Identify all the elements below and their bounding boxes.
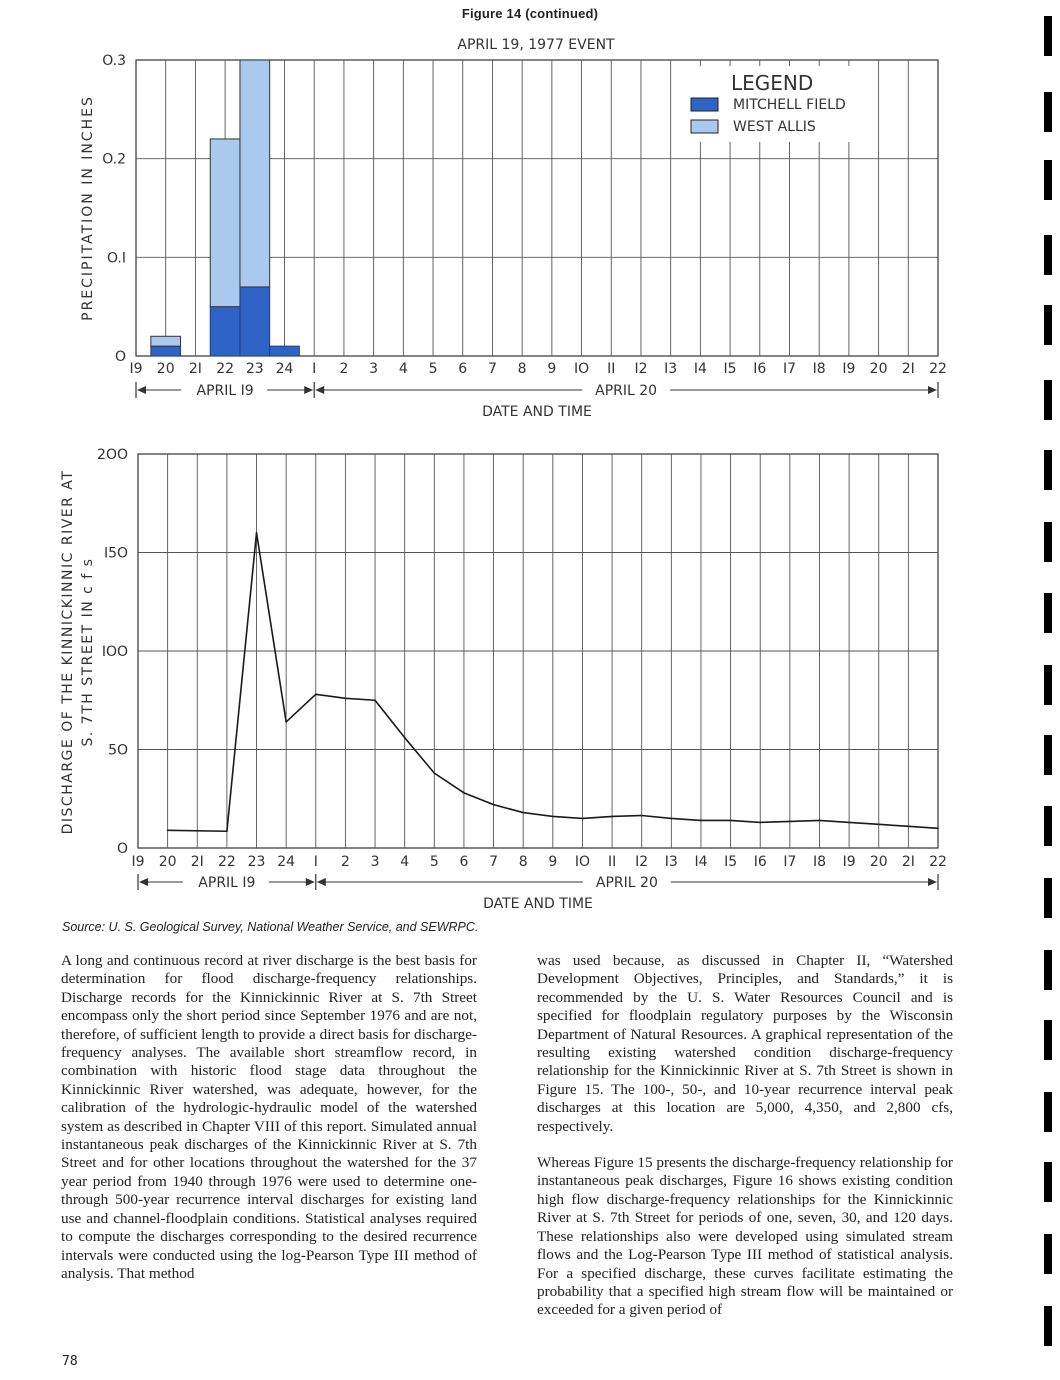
- discharge-point: [167, 829, 169, 831]
- discharge-point: [848, 822, 850, 824]
- x-tick-label: 8: [518, 854, 528, 870]
- x-tick-label: I7: [783, 854, 797, 870]
- y-tick-label: O: [114, 349, 126, 365]
- chart-title: APRIL 19, 1977 EVENT: [457, 37, 615, 53]
- x-tick-label: 22: [216, 361, 235, 377]
- arrow-head: [317, 878, 326, 886]
- x-tick-label: 5: [429, 854, 439, 870]
- x-tick-label: 5: [428, 361, 438, 377]
- x-tick-label: IO: [574, 854, 591, 870]
- bar-mitchell-field: [240, 287, 270, 356]
- discharge-point: [759, 822, 761, 824]
- discharge-point: [315, 694, 317, 696]
- x-tick-label: 3: [369, 361, 379, 377]
- discharge-point: [937, 828, 939, 830]
- y-tick-label: O: [116, 841, 128, 857]
- y-axis-title-line-2: S. 7TH STREET IN c f s: [80, 557, 96, 747]
- body-column-left: [61, 952, 477, 1301]
- x-tick-label: 3: [370, 854, 380, 870]
- x-tick-label: 22: [929, 854, 947, 870]
- y-axis-title: PRECIPITATION IN INCHES: [80, 95, 96, 321]
- discharge-point: [730, 820, 732, 822]
- legend: [684, 66, 876, 142]
- bar-mitchell-field: [210, 307, 240, 356]
- x-tick-label: 2: [339, 361, 349, 377]
- binding-mark: [1044, 522, 1052, 562]
- x-tick-label: 24: [277, 854, 296, 870]
- x-tick-label: I9: [842, 854, 856, 870]
- binding-mark: [1044, 1020, 1052, 1060]
- binding-mark: [1044, 92, 1052, 132]
- binding-mark: [1044, 593, 1052, 633]
- discharge-point: [345, 697, 347, 699]
- x-tick-label: 2I: [901, 361, 915, 377]
- x-tick-label: 9: [548, 854, 558, 870]
- legend-swatch-west-allis: [691, 120, 718, 133]
- binding-mark: [1044, 735, 1052, 775]
- x-tick-label: I2: [634, 361, 648, 377]
- discharge-point: [463, 792, 465, 794]
- x-tick-label: I3: [664, 854, 678, 870]
- discharge-point: [671, 818, 673, 820]
- x-tick-label: 2I: [901, 854, 915, 870]
- arrow-head: [315, 386, 324, 394]
- bar-mitchell-field: [151, 346, 181, 356]
- date-label-april-19: APRIL I9: [196, 383, 254, 399]
- x-tick-label: I4: [693, 361, 707, 377]
- discharge-point: [908, 826, 910, 828]
- date-label-april-20: APRIL 20: [595, 383, 658, 399]
- binding-mark: [1044, 806, 1052, 846]
- arrow-head: [139, 878, 148, 886]
- x-tick-label: 6: [459, 854, 469, 870]
- x-tick-label: 24: [275, 361, 294, 377]
- x-tick-label: I6: [753, 361, 767, 377]
- binding-mark: [1044, 1162, 1052, 1202]
- paragraph: Whereas Figure 15 presents the discharge-frequency relationship for instantaneous peak discharges, Figure 16 shows existing condition high flow discharge-frequency relationships for the Kinnickinnic River at S. 7th Street for periods of one, seven, 30, and 120 days. These relationships also were developed using simulated stream flows and the Log-Pearson Type III method of statistical analysis. For a specified discharge, these curves facilitate estimating the probability that a specified high stream flow will be maintained or exceeded for a given period of: [537, 1154, 953, 1319]
- x-tick-label: 9: [547, 361, 557, 377]
- x-tick-label: I8: [812, 361, 826, 377]
- x-tick-label: 20: [869, 361, 888, 377]
- y-tick-label: O.3: [102, 53, 126, 69]
- x-tick-label: 20: [158, 854, 177, 870]
- discharge-point: [493, 804, 495, 806]
- bar-west-allis: [210, 139, 240, 307]
- x-tick-label: I4: [694, 854, 708, 870]
- paragraph: A long and continuous record at river discharge is the best basis for determination for flood discharge-frequency relationships. Discharge records for the Kinnickinnic River at S. 7th Street encompass only the short period since September 1976 and are not, therefore, of sufficient length to provide a direct basis for discharge-frequency analyses. The available short streamflow record, in combination with historic flood stage data throughout the Kinnickinnic River watershed, was adequate, however, for the calibration of the hydrologic-hydraulic model of the watershed system as described in Chapter VIII of this report. Simulated annual instantaneous peak discharges of the Kinnickinnic River at S. 7th Street and for other locations throughout the watershed for the 37 year period from 1940 through 1976 were used to determine one- through 500-year recurrence interval discharges for existing land use and channel-floodplain conditions. Statistical analyses required to compute the discharges corresponding to the desired recurrence intervals were conducted using the log-Pearson Type III method of analysis. That method: [61, 952, 477, 1282]
- x-tick-label: 4: [398, 361, 408, 377]
- x-tick-label: I: [312, 361, 317, 377]
- x-tick-label: I5: [723, 361, 737, 377]
- binding-mark: [1044, 16, 1052, 56]
- discharge-point: [374, 699, 376, 701]
- paragraph: was used because, as discussed in Chapter II, “Watershed Development Objectives, Principles, and Standards,” it is recommended by the U. S. Water Resources Council and is specified for floodplain regulatory purposes by the Wisconsin Department of Natural Resources. A graphical representation of the resulting existing watershed condition discharge-frequency relationship for the Kinnickinnic River at S. 7th Street is shown in Figure 15. The 100-, 50-, and 10-year recurrence interval peak discharges at this location are 5,000, 4,350, and 2,800 cfs, respectively.: [537, 952, 953, 1135]
- discharge-point: [878, 824, 880, 826]
- page-number: 78: [62, 1354, 78, 1369]
- discharge-point: [611, 816, 613, 818]
- y-axis-title-line-1: DISCHARGE OF THE KINNICKINNIC RIVER AT: [60, 469, 76, 835]
- legend-label-west-allis: WEST ALLIS: [733, 119, 816, 135]
- arrow-head: [137, 386, 146, 394]
- x-tick-label: II: [607, 854, 617, 870]
- x-axis-title: DATE AND TIME: [482, 404, 592, 420]
- binding-mark: [1044, 1092, 1052, 1132]
- figure-caption: Figure 14 (continued): [461, 6, 599, 21]
- legend-title: LEGEND: [731, 71, 814, 95]
- x-tick-label: 7: [489, 854, 499, 870]
- discharge-point: [256, 532, 258, 534]
- bar-west-allis: [151, 336, 181, 346]
- x-tick-label: I9: [842, 361, 856, 377]
- body-column-right: [537, 952, 953, 1338]
- arrow-head: [928, 386, 937, 394]
- binding-mark: [1044, 950, 1052, 990]
- bar-mitchell-field: [270, 346, 300, 356]
- x-tick-label: 2I: [190, 854, 204, 870]
- binding-mark: [1044, 1234, 1052, 1274]
- date-label-april-19: APRIL I9: [198, 875, 256, 891]
- y-tick-label: 5O: [108, 742, 128, 759]
- bar-west-allis: [240, 60, 270, 287]
- binding-mark: [1044, 450, 1052, 490]
- legend-label-mitchell-field: MITCHELL FIELD: [733, 97, 846, 113]
- x-tick-label: 23: [247, 854, 266, 870]
- binding-mark: [1044, 665, 1052, 705]
- x-tick-label: I: [313, 854, 318, 870]
- date-label-april-20: APRIL 20: [595, 875, 658, 891]
- x-tick-label: I6: [753, 854, 767, 870]
- x-tick-label: 2I: [188, 361, 202, 377]
- discharge-point: [552, 816, 554, 818]
- x-tick-label: 4: [400, 854, 410, 870]
- x-tick-label: 8: [517, 361, 527, 377]
- discharge-point: [404, 737, 406, 739]
- discharge-point: [700, 820, 702, 822]
- legend-swatch-mitchell-field: [691, 98, 718, 111]
- x-tick-label: II: [607, 361, 616, 377]
- binding-mark: [1044, 1306, 1052, 1346]
- source-note: Source: U. S. Geological Survey, National Weather Service, and SEWRPC.: [62, 920, 479, 934]
- discharge-point: [789, 821, 791, 823]
- x-tick-label: 20: [156, 361, 175, 377]
- discharge-point: [641, 815, 643, 817]
- discharge-point: [226, 830, 228, 832]
- x-axis-title: DATE AND TIME: [483, 896, 593, 912]
- y-tick-label: O.I: [106, 250, 126, 267]
- discharge-point: [819, 820, 821, 822]
- binding-mark: [1044, 380, 1052, 420]
- y-tick-label: IOO: [101, 644, 128, 660]
- x-tick-label: 20: [869, 854, 888, 870]
- binding-mark: [1044, 878, 1052, 918]
- arrow-head: [928, 878, 937, 886]
- x-tick-label: I9: [131, 854, 145, 870]
- y-tick-label: 2OO: [97, 447, 128, 463]
- x-tick-label: 6: [458, 361, 468, 377]
- x-tick-label: I7: [782, 361, 797, 377]
- x-tick-label: I2: [635, 854, 649, 870]
- y-tick-label: I5O: [103, 545, 128, 562]
- x-tick-label: 22: [929, 361, 947, 377]
- x-tick-label: I9: [129, 361, 143, 377]
- arrow-head: [304, 386, 313, 394]
- x-tick-label: IO: [573, 361, 590, 377]
- x-tick-label: 22: [217, 854, 236, 870]
- discharge-point: [582, 818, 584, 820]
- binding-mark: [1044, 235, 1052, 275]
- x-tick-label: I3: [664, 361, 678, 377]
- binding-mark: [1044, 160, 1052, 200]
- discharge-point: [522, 812, 524, 814]
- y-tick-label: O.2: [102, 151, 126, 168]
- x-tick-label: 7: [487, 361, 497, 377]
- x-tick-label: 2: [340, 854, 350, 870]
- x-tick-label: 23: [245, 361, 264, 377]
- x-tick-label: I5: [724, 854, 738, 870]
- discharge-point: [285, 721, 287, 723]
- arrow-head: [306, 878, 315, 886]
- discharge-point: [433, 772, 435, 774]
- x-tick-label: I8: [812, 854, 827, 870]
- binding-mark: [1044, 305, 1052, 345]
